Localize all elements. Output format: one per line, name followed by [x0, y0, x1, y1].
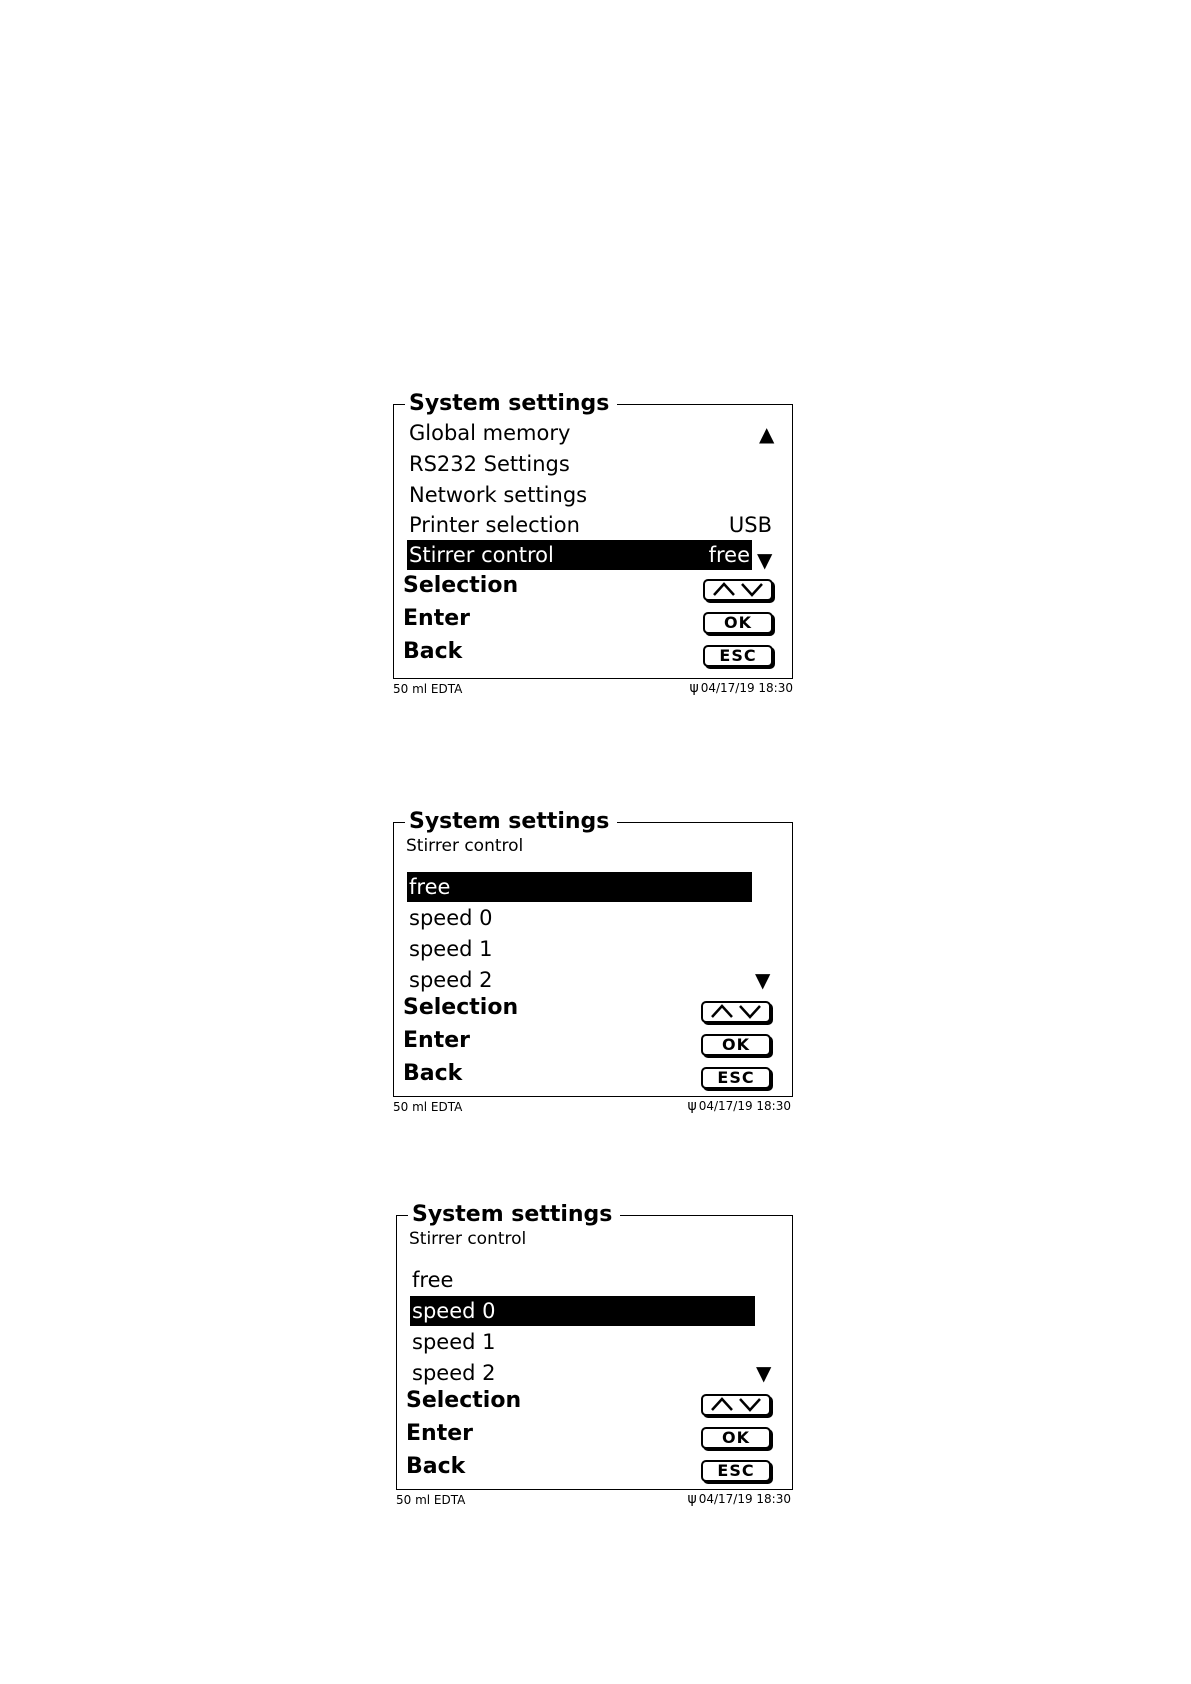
status-datetime: 04/17/19 18:30 [698, 1492, 791, 1506]
status-datetime-group [687, 1492, 791, 1506]
up-down-arrows-icon [708, 581, 768, 597]
option-free[interactable]: free [412, 1268, 454, 1292]
option-speed-1[interactable]: speed 1 [409, 937, 493, 961]
back-label: Back [403, 1061, 463, 1086]
screen-subtitle: Stirrer control [409, 1229, 527, 1249]
scroll-up-icon[interactable]: ▲ [759, 422, 775, 446]
status-method: 50 ml EDTA [396, 1493, 466, 1507]
enter-label: Enter [406, 1421, 473, 1446]
menu-item-rs232-settings[interactable]: RS232 Settings [409, 452, 570, 476]
status-datetime-group [689, 681, 793, 695]
menu-item-stirrer-control[interactable]: Stirrer control free [407, 540, 752, 570]
enter-label: Enter [403, 606, 470, 631]
option-speed-2[interactable]: speed 2 [409, 968, 493, 992]
selection-up-down-button[interactable] [703, 579, 773, 601]
screen-stirrer-control-free [393, 809, 793, 1122]
selection-up-down-button[interactable] [701, 1001, 771, 1023]
option-speed-1[interactable]: speed 1 [412, 1330, 496, 1354]
scroll-down-icon[interactable]: ▼ [756, 1361, 772, 1385]
menu-item-printer-selection[interactable]: Printer selection USB [407, 510, 752, 540]
printer-selection-value: USB [728, 513, 772, 537]
selection-label: Selection [403, 573, 519, 598]
status-datetime: 04/17/19 18:30 [700, 681, 793, 695]
screen-title: System settings [408, 1201, 620, 1229]
ok-button[interactable]: OK [701, 1034, 771, 1056]
option-speed-2[interactable]: speed 2 [412, 1361, 496, 1385]
menu-item-network-settings[interactable]: Network settings [409, 483, 588, 507]
selection-label: Selection [406, 1388, 522, 1413]
screen-stirrer-control-speed0 [396, 1202, 793, 1515]
option-free[interactable]: free [407, 872, 752, 902]
usb-icon: ψ [687, 1098, 697, 1114]
ok-button[interactable]: OK [703, 612, 773, 634]
screen-system-settings-menu [393, 391, 793, 704]
back-label: Back [406, 1454, 466, 1479]
enter-label: Enter [403, 1028, 470, 1053]
usb-icon: ψ [687, 1491, 697, 1507]
screen-title: System settings [405, 808, 617, 836]
up-down-arrows-icon [706, 1003, 766, 1019]
option-speed-0[interactable]: speed 0 [410, 1296, 755, 1326]
status-method: 50 ml EDTA [393, 1100, 463, 1114]
up-down-arrows-icon [706, 1396, 766, 1412]
stirrer-control-value: free [708, 543, 750, 567]
back-label: Back [403, 639, 463, 664]
esc-button[interactable]: ESC [701, 1460, 771, 1482]
usb-icon: ψ [689, 680, 699, 696]
scroll-down-icon[interactable]: ▼ [755, 968, 771, 992]
selection-up-down-button[interactable] [701, 1394, 771, 1416]
status-datetime-group [687, 1099, 791, 1113]
scroll-down-icon[interactable]: ▼ [757, 548, 773, 572]
screen-title: System settings [405, 390, 617, 418]
menu-item-global-memory[interactable]: Global memory [409, 421, 571, 445]
status-method: 50 ml EDTA [393, 682, 463, 696]
selection-label: Selection [403, 995, 519, 1020]
screen-subtitle: Stirrer control [406, 836, 524, 856]
status-datetime: 04/17/19 18:30 [698, 1099, 791, 1113]
option-speed-0[interactable]: speed 0 [409, 906, 493, 930]
esc-button[interactable]: ESC [703, 645, 773, 667]
ok-button[interactable]: OK [701, 1427, 771, 1449]
esc-button[interactable]: ESC [701, 1067, 771, 1089]
